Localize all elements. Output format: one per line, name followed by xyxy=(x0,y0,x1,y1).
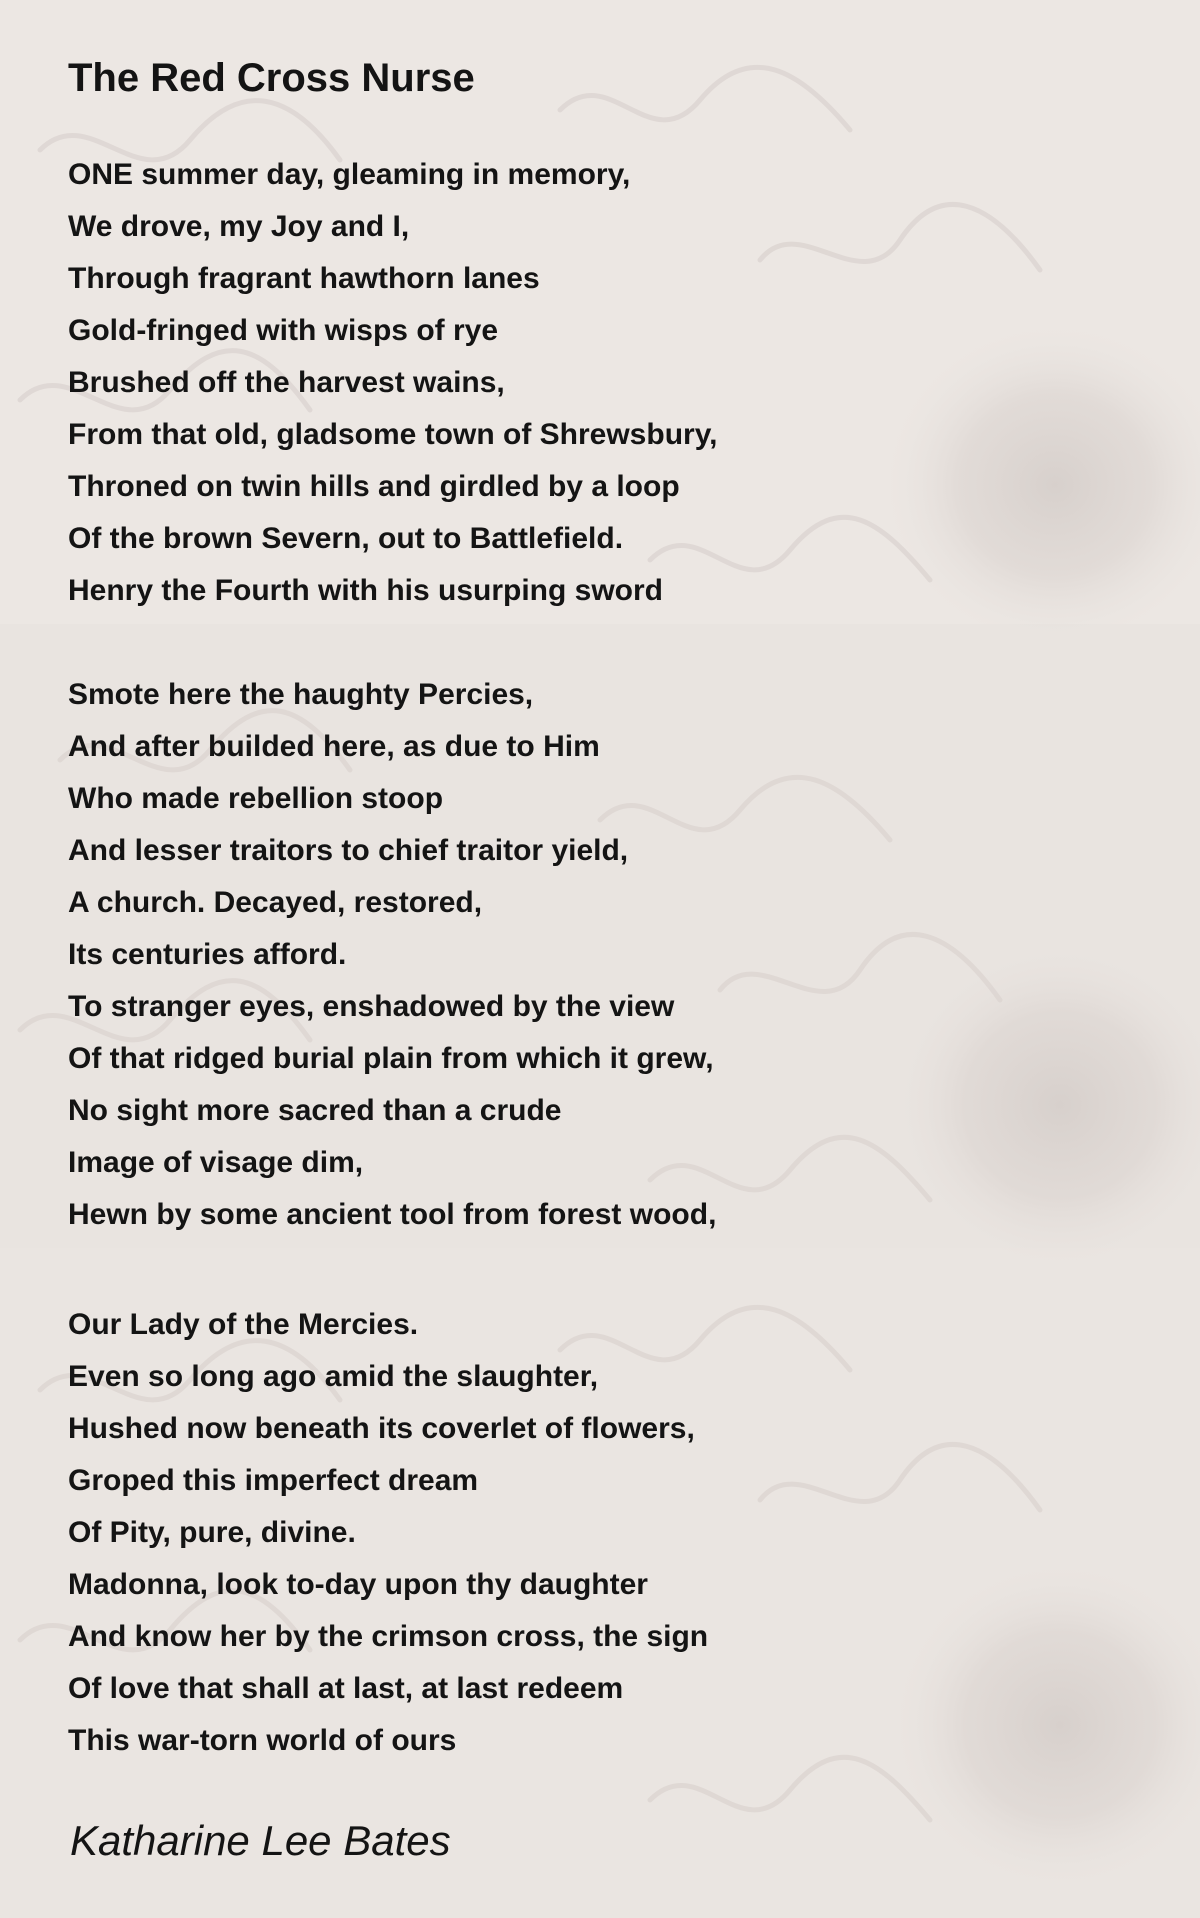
stanza-1 xyxy=(68,149,717,617)
poem-title: The Red Cross Nurse xyxy=(68,56,475,100)
poem-page xyxy=(68,0,1168,1918)
poem-line: Of the brown Severn, out to Battlefield. xyxy=(68,522,624,555)
poem-line: Its centuries afford. xyxy=(68,938,347,971)
poem-line: Smote here the haughty Percies, xyxy=(68,678,534,711)
poem-line: Even so long ago amid the slaughter, xyxy=(68,1360,599,1393)
stanza-3 xyxy=(68,1299,708,1767)
poem-line: Who made rebellion stoop xyxy=(68,782,444,815)
poem-line: And know her by the crimson cross, the sign xyxy=(68,1620,709,1653)
poem-line: Of Pity, pure, divine. xyxy=(68,1516,356,1549)
poem-line: Hewn by some ancient tool from forest wood, xyxy=(68,1198,717,1231)
poem-line: Groped this imperfect dream xyxy=(68,1464,479,1497)
poem-line: Of love that shall at last, at last redeem xyxy=(68,1672,624,1705)
poem-line: From that old, gladsome town of Shrewsbury, xyxy=(68,418,718,451)
poem-line: And after builded here, as due to Him xyxy=(68,730,600,763)
poem-line: Through fragrant hawthorn lanes xyxy=(68,262,540,295)
stanza-2 xyxy=(68,669,716,1241)
poem-author: Katharine Lee Bates xyxy=(70,1817,451,1864)
poem-line: Throned on twin hills and girdled by a loop xyxy=(68,470,680,503)
poem-line: A church. Decayed, restored, xyxy=(68,886,483,919)
poem-line: No sight more sacred than a crude xyxy=(68,1094,562,1127)
poem-line: Of that ridged burial plain from which it grew, xyxy=(68,1042,714,1075)
poem-line: We drove, my Joy and I, xyxy=(68,210,410,243)
poem-line: To stranger eyes, enshadowed by the view xyxy=(68,990,675,1023)
poem-line: Brushed off the harvest wains, xyxy=(68,366,505,399)
poem-line: Madonna, look to-day upon thy daughter xyxy=(68,1568,648,1601)
poem-line: Hushed now beneath its coverlet of flowers, xyxy=(68,1412,695,1445)
poem-line: Our Lady of the Mercies. xyxy=(68,1308,419,1341)
poem-line: Gold-fringed with wisps of rye xyxy=(68,314,499,347)
poem-line: And lesser traitors to chief traitor yield, xyxy=(68,834,629,867)
poem-line: ONE summer day, gleaming in memory, xyxy=(68,158,631,191)
poem-line: Image of visage dim, xyxy=(68,1146,364,1179)
poem-line: This war-torn world of ours xyxy=(68,1724,457,1757)
poem-line: Henry the Fourth with his usurping sword xyxy=(68,574,664,607)
